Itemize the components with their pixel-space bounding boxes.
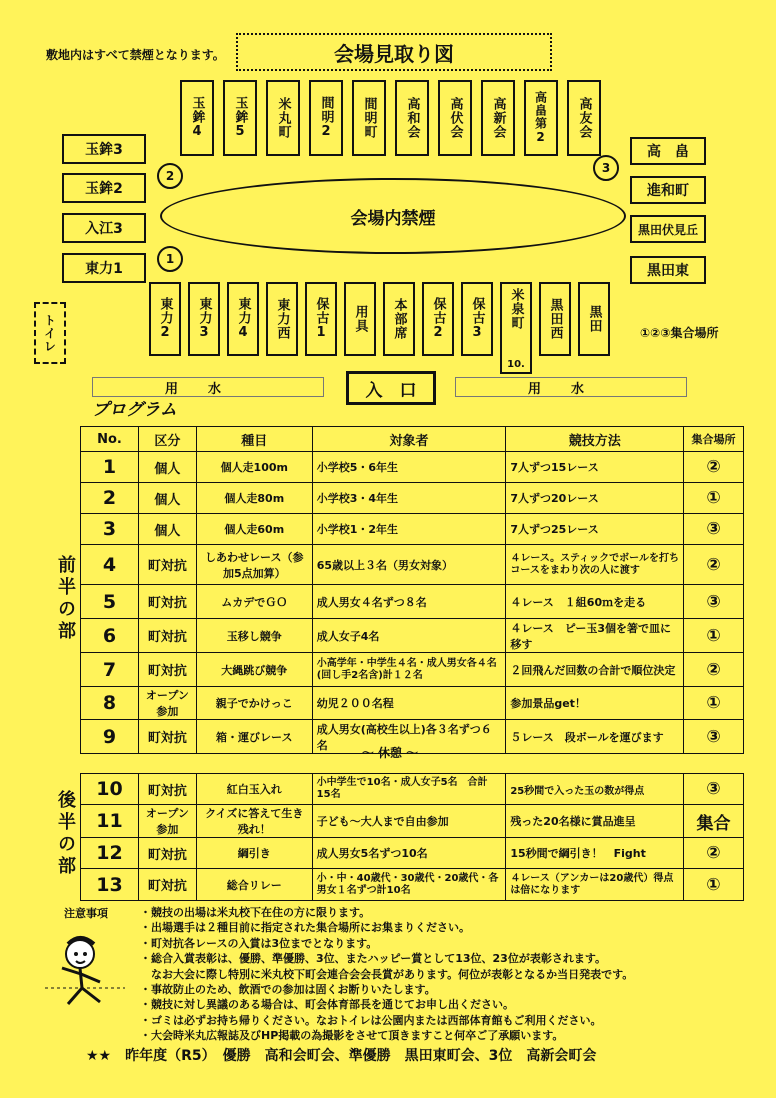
cell-hoho: 参加景品get！ <box>506 687 684 720</box>
map-block: 米丸町 <box>266 80 300 156</box>
map-block: 東力3 <box>188 282 220 356</box>
cell-basho: ③ <box>684 720 744 754</box>
field-no-smoking: 会場内禁煙 <box>350 208 436 229</box>
map-block: 高新会 <box>481 80 515 156</box>
cell-taisho: 小・中・40歳代・30歳代・20歳代・各男女１名ずつ計10名 <box>312 869 506 901</box>
cell-no: 2 <box>81 483 139 514</box>
cell-basho: ② <box>684 653 744 687</box>
col-header: 対象者 <box>312 427 506 452</box>
map-block: 玉鉾5 <box>223 80 257 156</box>
cell-kubun: 町対抗 <box>138 619 196 653</box>
cell-hoho: ４レース １組60ｍを走る <box>506 585 684 619</box>
note-item: ・出場選手は２種目前に指定された集合場所にお集まりください。 <box>140 921 470 935</box>
map-block: 高和会 <box>395 80 429 156</box>
cell-taisho: 成人男女(高校生以上)各３名ずつ６名 <box>312 720 506 754</box>
cell-shumoku: 個人走80m <box>196 483 312 514</box>
map-block: 進和町 <box>630 176 706 204</box>
map-block-sub: 10. <box>507 359 525 370</box>
cell-kubun: 町対抗 <box>138 774 196 805</box>
map-block: 東力1 <box>62 253 146 283</box>
cell-basho: ① <box>684 869 744 901</box>
map-block: 高 畠 <box>630 137 706 165</box>
cell-taisho: 小学校5・6年生 <box>312 452 506 483</box>
map-block: 保古3 <box>461 282 493 356</box>
notes-label: 注意事項 <box>64 907 108 920</box>
cell-no: 5 <box>81 585 139 619</box>
cell-hoho: ４レース。スティックでボールを打ちコースをまわり次の人に渡す <box>506 545 684 585</box>
map-block: 本部席 <box>383 282 415 356</box>
map-block: 東力2 <box>149 282 181 356</box>
cell-hoho: 7人ずつ15レース <box>506 452 684 483</box>
venue-field <box>160 178 626 254</box>
cell-kubun: オープン参加 <box>138 805 196 838</box>
map-block: 玉鉾3 <box>62 134 146 164</box>
water-channel <box>92 377 324 397</box>
no-smoking-notice: 敷地内はすべて禁煙となります。 <box>46 48 225 62</box>
cell-shumoku: 紅白玉入れ <box>196 774 312 805</box>
cell-taisho: 成人男女４名ずつ８名 <box>312 585 506 619</box>
map-block: 高友会 <box>567 80 601 156</box>
map-block: 保古2 <box>422 282 454 356</box>
program-table-second <box>80 773 744 901</box>
cell-taisho: 小中学生で10名・成人女子5名 合計15名 <box>312 774 506 805</box>
note-item: ・事故防止のため、飲酒での参加は固くお断りいたします。 <box>140 983 436 997</box>
cell-kubun: 個人 <box>138 514 196 545</box>
table-row <box>81 838 744 869</box>
previous-results: ★★ 昨年度（R5） 優勝 高和会町会、準優勝 黒田東町会、3位 高新会町会 <box>86 1048 597 1064</box>
cell-taisho: 子ども～大人まで自由参加 <box>312 805 506 838</box>
cell-hoho: 15秒間で綱引き！ Fight <box>506 838 684 869</box>
table-row <box>81 653 744 687</box>
col-header: No. <box>81 427 139 452</box>
cell-shumoku: ムカデでＧＯ <box>196 585 312 619</box>
table-row <box>81 585 744 619</box>
cell-hoho: 7人ずつ20レース <box>506 483 684 514</box>
assembly-marker: 1 <box>157 246 183 272</box>
cell-taisho: 成人男女5名ずつ10名 <box>312 838 506 869</box>
page-title: 会場見取り図 <box>236 33 552 71</box>
cell-kubun: 町対抗 <box>138 545 196 585</box>
table-row <box>81 452 744 483</box>
cell-kubun: 町対抗 <box>138 653 196 687</box>
runner-illustration <box>40 930 130 1012</box>
cell-basho: ② <box>684 452 744 483</box>
map-block: 東力西 <box>266 282 298 356</box>
cell-taisho: 小学校1・2年生 <box>312 514 506 545</box>
cell-kubun: 町対抗 <box>138 585 196 619</box>
cell-basho: 集合 <box>684 805 744 838</box>
cell-hoho: ５レース 段ボールを運びます <box>506 720 684 754</box>
map-block: 玉鉾4 <box>180 80 214 156</box>
col-header: 区分 <box>138 427 196 452</box>
map-block: 黒田 <box>578 282 610 356</box>
cell-kubun: オープン参加 <box>138 687 196 720</box>
cell-no: 7 <box>81 653 139 687</box>
note-item: ・ゴミは必ずお持ち帰りください。なおトイレは公園内または西部体育館もご利用ください。 <box>140 1013 602 1027</box>
map-block: 高畠第2 <box>524 80 558 156</box>
cell-kubun: 個人 <box>138 483 196 514</box>
break-label: ～ 休憩 ～ <box>361 746 419 760</box>
assembly-legend: ①②③集合場所 <box>640 326 719 340</box>
table-header-row <box>81 427 744 452</box>
water-label: 用水 <box>527 381 614 397</box>
cell-basho: ② <box>684 838 744 869</box>
assembly-marker: 3 <box>593 155 619 181</box>
note-item: ・大会時米丸広報誌及びHP掲載の為撮影をさせて頂きますこと何卒ご了承願います。 <box>140 1029 564 1043</box>
table-row <box>81 805 744 838</box>
map-block: 保古1 <box>305 282 337 356</box>
cell-shumoku: 箱・運びレース <box>196 720 312 754</box>
map-block: 黒田西 <box>539 282 571 356</box>
cell-shumoku: クイズに答えて生き残れ！ <box>196 805 312 838</box>
cell-shumoku: しあわせレース（参加5点加算） <box>196 545 312 585</box>
cell-hoho: ２回飛んだ回数の合計で順位決定 <box>506 653 684 687</box>
cell-no: 6 <box>81 619 139 653</box>
map-block: 黒田東 <box>630 256 706 284</box>
map-block: 間明2 <box>309 80 343 156</box>
cell-taisho: 幼児２００名程 <box>312 687 506 720</box>
cell-taisho: 小学校3・4年生 <box>312 483 506 514</box>
col-header: 集合場所 <box>684 427 744 452</box>
table-row <box>81 514 744 545</box>
program-heading: プログラム <box>92 400 177 420</box>
second-half-label: 後半の部 <box>55 790 76 878</box>
table-row <box>81 619 744 653</box>
water-label: 用水 <box>164 381 251 397</box>
cell-taisho: 小高学年・中学生４名・成人男女各４名(回し手2名含)計１２名 <box>312 653 506 687</box>
cell-basho: ① <box>684 619 744 653</box>
cell-taisho: 成人女子4名 <box>312 619 506 653</box>
cell-no: 10 <box>81 774 139 805</box>
cell-shumoku: 大縄跳び競争 <box>196 653 312 687</box>
cell-hoho: 25秒間で入った玉の数が得点 <box>506 774 684 805</box>
cell-basho: ② <box>684 545 744 585</box>
cell-shumoku: 親子でかけっこ <box>196 687 312 720</box>
notes-list <box>140 905 633 1044</box>
cell-kubun: 町対抗 <box>138 838 196 869</box>
cell-no: 8 <box>81 687 139 720</box>
cell-no: 3 <box>81 514 139 545</box>
map-block: 黒田伏見丘 <box>630 215 706 243</box>
cell-basho: ③ <box>684 514 744 545</box>
table-row <box>81 483 744 514</box>
assembly-marker: 2 <box>157 163 183 189</box>
map-block: 東力4 <box>227 282 259 356</box>
cell-hoho: ４レース ピー玉3個を箸で皿に移す <box>506 619 684 653</box>
cell-taisho: 65歳以上３名（男女対象） <box>312 545 506 585</box>
cell-kubun: 町対抗 <box>138 720 196 754</box>
cell-no: 13 <box>81 869 139 901</box>
cell-shumoku: 綱引き <box>196 838 312 869</box>
water-channel <box>455 377 687 397</box>
cell-hoho: 7人ずつ25レース <box>506 514 684 545</box>
cell-basho: ③ <box>684 774 744 805</box>
entrance: 入 口 <box>346 371 436 405</box>
program-table-first <box>80 426 744 754</box>
cell-basho: ③ <box>684 585 744 619</box>
note-item: ・総合入賞表彰は、優勝、準優勝、3位、またハッピー賞として13位、23位が表彰されます。 <box>140 952 606 966</box>
cell-shumoku: 個人走60m <box>196 514 312 545</box>
note-item: なお大会に際し特別に米丸校下町会連合会会長賞があります。何位が表彰となるか当日発表です。 <box>140 967 634 981</box>
cell-basho: ① <box>684 483 744 514</box>
cell-kubun: 町対抗 <box>138 869 196 901</box>
note-item: ・競技に対し異議のある場合は、町会体育部長を通じてお申し出ください。 <box>140 998 514 1012</box>
cell-shumoku: 玉移し競争 <box>196 619 312 653</box>
cell-no: 1 <box>81 452 139 483</box>
cell-no: 11 <box>81 805 139 838</box>
cell-shumoku: 個人走100m <box>196 452 312 483</box>
map-block: 玉鉾2 <box>62 173 146 203</box>
col-header: 競技方法 <box>506 427 684 452</box>
cell-no: 9 <box>81 720 139 754</box>
table-row <box>81 687 744 720</box>
map-block <box>500 282 532 374</box>
table-row <box>81 774 744 805</box>
cell-shumoku: 総合リレー <box>196 869 312 901</box>
map-block: 間明町 <box>352 80 386 156</box>
note-item: ・町対抗各レースの入賞は3位までとなります。 <box>140 936 378 950</box>
map-block: 用具 <box>344 282 376 356</box>
col-header: 種目 <box>196 427 312 452</box>
table-row <box>81 869 744 901</box>
map-block: 入江3 <box>62 213 146 243</box>
cell-hoho: 残った20名様に賞品進呈 <box>506 805 684 838</box>
cell-basho: ① <box>684 687 744 720</box>
toilet: トイレ <box>34 302 66 364</box>
map-block: 高伏会 <box>438 80 472 156</box>
cell-kubun: 個人 <box>138 452 196 483</box>
cell-no: 4 <box>81 545 139 585</box>
table-row <box>81 545 744 585</box>
note-item: ・競技の出場は米丸校下在住の方に限ります。 <box>140 906 371 919</box>
first-half-label: 前半の部 <box>55 555 76 643</box>
cell-no: 12 <box>81 838 139 869</box>
cell-hoho: ４レース（アンカーは20歳代）得点は倍になります <box>506 869 684 901</box>
map-block-label: 米泉町 <box>508 288 524 330</box>
